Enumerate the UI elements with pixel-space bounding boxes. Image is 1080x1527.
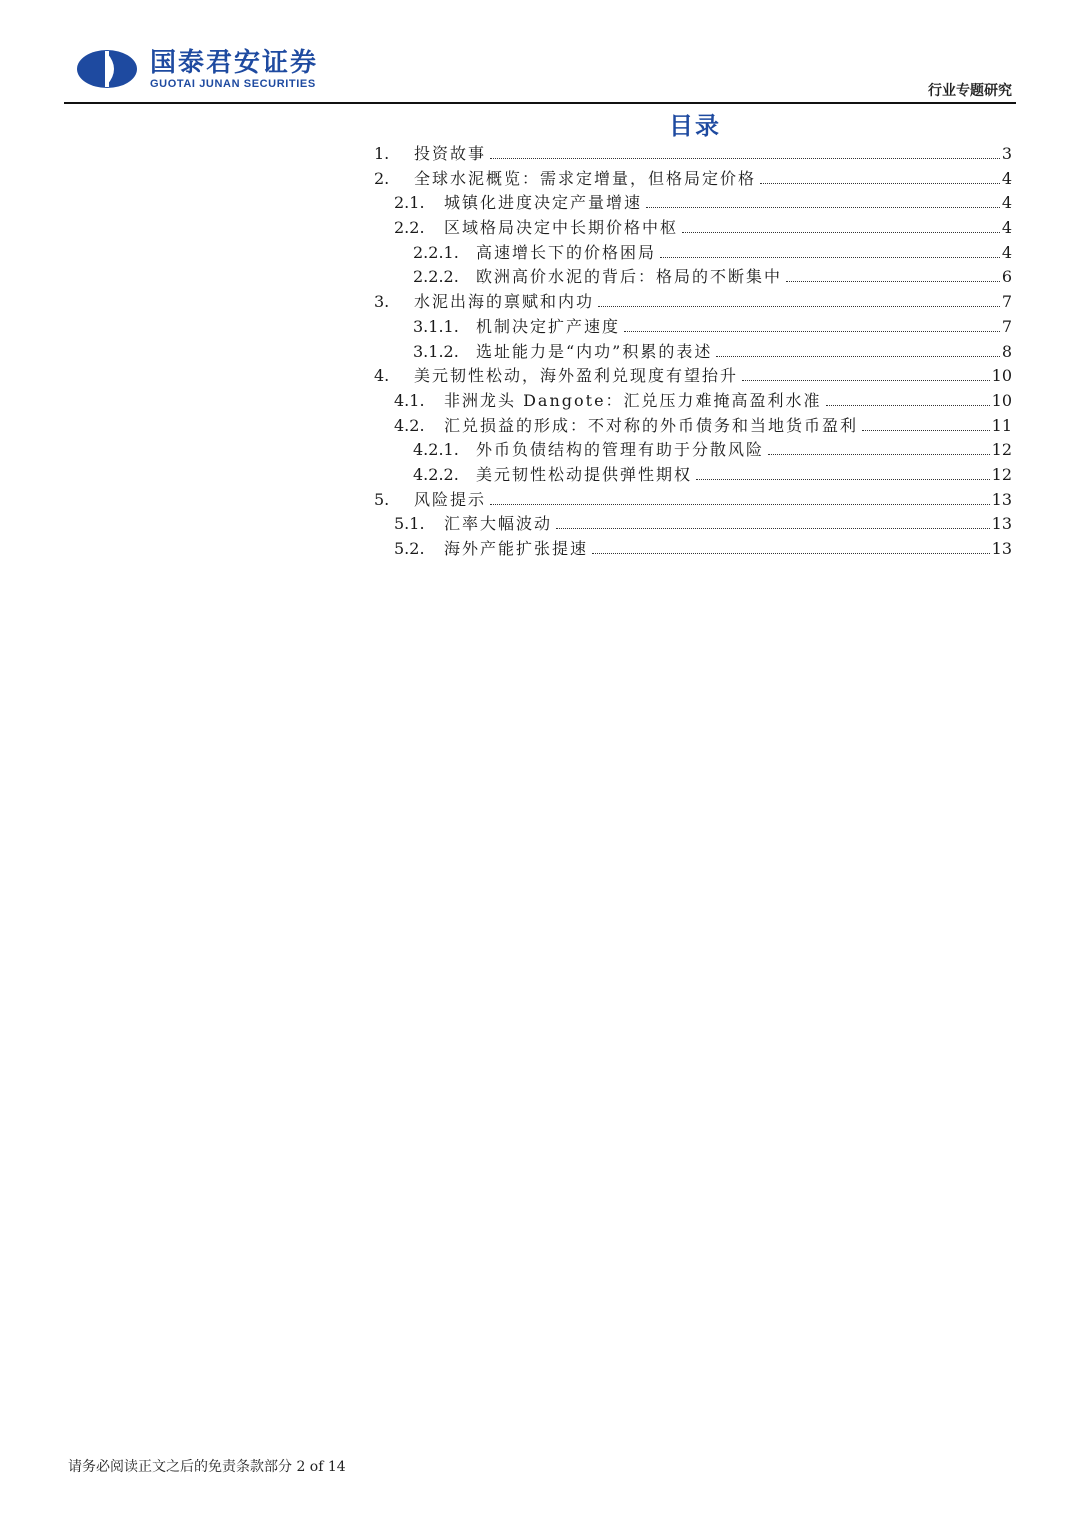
toc-entry-page: 4 <box>1001 193 1012 213</box>
toc-entry[interactable] <box>374 462 1012 487</box>
toc-entry[interactable] <box>374 314 1012 339</box>
toc-dot-leader <box>646 207 1000 208</box>
toc-dot-leader <box>660 257 1000 258</box>
toc-entry-title: 非洲龙头 Dangote：汇兑压力难掩高盈利水准 <box>444 390 822 410</box>
toc-entry-number: 4. <box>374 366 390 386</box>
toc-dot-leader <box>682 232 1000 233</box>
toc-entry-page: 13 <box>991 489 1012 509</box>
toc-entry-number: 1. <box>374 144 390 163</box>
logo-chinese-name: 国泰君安证券 <box>150 48 319 78</box>
toc-entry-number: 5. <box>374 489 390 509</box>
toc-dot-leader <box>768 454 990 455</box>
toc-entry-page: 12 <box>991 464 1012 484</box>
toc-entry-number: 2.1. <box>394 193 425 213</box>
toc-entry-title: 欧洲高价水泥的背后：格局的不断集中 <box>476 267 783 287</box>
footer-disclaimer: 请务必阅读正文之后的免责条款部分 2 of 14 <box>68 1459 346 1475</box>
toc-entry-title: 外币负债结构的管理有助于分散风险 <box>476 440 765 460</box>
toc-entry-number: 3.1.2. <box>413 341 459 361</box>
toc-entry-number: 2.2. <box>394 218 425 238</box>
toc-entry[interactable] <box>374 166 1012 191</box>
toc-entry-title: 投资故事 <box>414 144 487 163</box>
toc-entry[interactable] <box>374 536 1012 561</box>
toc-entry[interactable] <box>374 339 1012 364</box>
toc-entry[interactable] <box>374 141 1012 166</box>
toc-entry-page: 7 <box>1001 292 1012 312</box>
toc-entry-page: 11 <box>991 415 1012 435</box>
toc-entry-title: 汇率大幅波动 <box>444 514 553 534</box>
toc-entry-page: 12 <box>991 440 1012 460</box>
report-type-label: 行业专题研究 <box>928 83 1012 99</box>
toc-entry-number: 4.2.1. <box>413 440 459 460</box>
toc-entry-title: 美元韧性松动，海外盈利兑现度有望抬升 <box>414 366 739 386</box>
toc-dot-leader <box>490 504 990 505</box>
toc-entry-number: 2. <box>374 168 390 188</box>
toc-entry-number: 3. <box>374 292 390 312</box>
toc-entry-page: 7 <box>1001 316 1012 336</box>
table-of-contents <box>374 141 1012 561</box>
header-divider <box>64 102 1016 104</box>
toc-entry-title: 高速增长下的价格困局 <box>476 242 657 262</box>
toc-entry-title: 城镇化进度决定产量增速 <box>444 193 643 213</box>
toc-entry[interactable] <box>374 289 1012 314</box>
toc-entry-title: 水泥出海的禀赋和内功 <box>414 292 595 312</box>
toc-entry[interactable] <box>374 240 1012 265</box>
toc-entry-title: 机制决定扩产速度 <box>476 316 621 336</box>
toc-entry-page: 4 <box>1001 218 1012 238</box>
logo-mark-icon <box>76 49 138 89</box>
toc-entry[interactable] <box>374 511 1012 536</box>
toc-entry-page: 3 <box>1001 144 1012 163</box>
toc-entry[interactable] <box>374 190 1012 215</box>
toc-entry[interactable] <box>374 264 1012 289</box>
toc-entry-page: 6 <box>1001 267 1012 287</box>
toc-entry[interactable] <box>374 487 1012 512</box>
logo-english-name: GUOTAI JUNAN SECURITIES <box>150 78 316 90</box>
toc-entry-page: 10 <box>991 390 1012 410</box>
toc-entry-number: 4.1. <box>394 390 425 410</box>
toc-entry-title: 美元韧性松动提供弹性期权 <box>476 464 693 484</box>
toc-entry-title: 风险提示 <box>414 489 487 509</box>
toc-dot-leader <box>716 356 999 357</box>
toc-dot-leader <box>826 405 990 406</box>
toc-dot-leader <box>742 380 990 381</box>
toc-entry-page: 8 <box>1001 341 1012 361</box>
toc-entry-page: 4 <box>1001 168 1012 188</box>
company-logo <box>76 48 318 90</box>
toc-entry-title: 全球水泥概览：需求定增量，但格局定价格 <box>414 168 757 188</box>
toc-dot-leader <box>862 430 990 431</box>
toc-entry[interactable] <box>374 437 1012 462</box>
toc-entry-page: 13 <box>991 539 1012 558</box>
toc-dot-leader <box>760 183 1000 184</box>
toc-dot-leader <box>490 158 1000 159</box>
toc-entry-title: 区域格局决定中长期价格中枢 <box>444 218 679 238</box>
toc-dot-leader <box>556 528 990 529</box>
toc-entry-title: 海外产能扩张提速 <box>444 539 589 558</box>
toc-entry[interactable] <box>374 215 1012 240</box>
toc-entry[interactable] <box>374 388 1012 413</box>
toc-entry-number: 5.1. <box>394 514 425 534</box>
toc-title: 目录 <box>669 112 721 140</box>
toc-entry-number: 3.1.1. <box>413 316 459 336</box>
toc-entry-title: 选址能力是“内功”积累的表述 <box>476 341 713 361</box>
toc-entry-page: 4 <box>1001 242 1012 262</box>
toc-entry-number: 4.2.2. <box>413 464 459 484</box>
toc-entry-number: 2.2.1. <box>413 242 459 262</box>
toc-entry-number: 2.2.2. <box>413 267 459 287</box>
toc-entry[interactable] <box>374 363 1012 388</box>
toc-entry-number: 5.2. <box>394 539 425 558</box>
toc-entry-page: 13 <box>991 514 1012 534</box>
toc-dot-leader <box>786 281 1000 282</box>
toc-entry-page: 10 <box>991 366 1012 386</box>
toc-dot-leader <box>598 306 1000 307</box>
toc-dot-leader <box>624 331 1000 332</box>
toc-entry-title: 汇兑损益的形成：不对称的外币债务和当地货币盈利 <box>444 415 859 435</box>
toc-entry[interactable] <box>374 413 1012 438</box>
toc-entry-number: 4.2. <box>394 415 425 435</box>
toc-dot-leader <box>696 479 990 480</box>
toc-dot-leader <box>592 553 990 554</box>
